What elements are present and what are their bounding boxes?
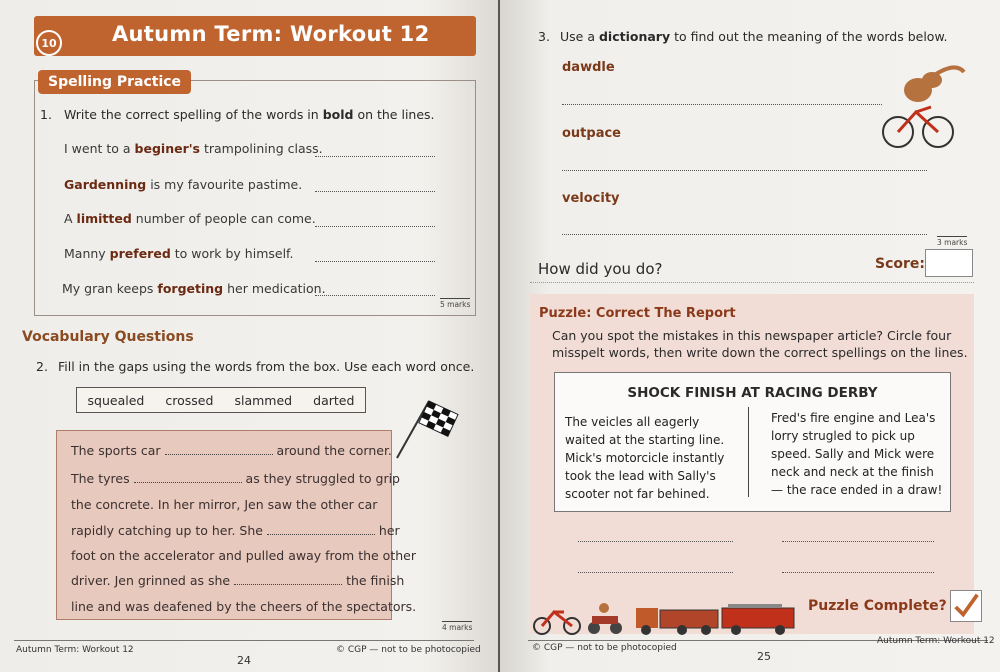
- article-line[interactable]: Fred's fire engine and Lea's: [771, 411, 936, 425]
- answer-line-1[interactable]: [315, 156, 435, 157]
- dictionary-word-3: velocity: [562, 191, 620, 206]
- question-1-number: 1.: [40, 107, 52, 122]
- score-box[interactable]: [925, 249, 973, 277]
- fire-engine-icon: [722, 604, 794, 635]
- lorry-icon: [636, 608, 718, 635]
- article-headline: SHOCK FINISH AT RACING DERBY: [627, 385, 878, 401]
- article-column-left: [565, 413, 724, 503]
- column-divider: [748, 407, 749, 497]
- definition-line-3[interactable]: [562, 234, 927, 235]
- word-option: crossed: [165, 392, 214, 408]
- gap-fill-passage: [56, 430, 417, 620]
- question-1-instruction: Write the correct spelling of the words in bold on the lines.: [64, 107, 435, 122]
- article-line[interactable]: neck and neck at the finish: [771, 465, 934, 479]
- article-line[interactable]: scooter not far behined.: [565, 487, 710, 501]
- stopwatch-icon: [36, 30, 62, 56]
- article-line[interactable]: The veicles all eagerly: [565, 415, 700, 429]
- passage-line: line and was deafened by the cheers of the spectators.: [71, 599, 417, 614]
- vocabulary-marks: 4 marks: [442, 623, 473, 632]
- workout-number-badge: 10: [41, 36, 57, 50]
- checkmark-icon: [951, 591, 981, 621]
- footer-copyright: © CGP — not to be photocopied: [336, 645, 481, 655]
- puzzle-answer-line-2[interactable]: [782, 541, 934, 542]
- footer-copyright-right: © CGP — not to be photocopied: [532, 643, 677, 653]
- footer-left: Autumn Term: Workout 12: [16, 645, 134, 655]
- puzzle-answer-line-3[interactable]: [578, 572, 733, 573]
- word-option: squealed: [87, 392, 145, 408]
- page-number: 24: [237, 654, 251, 667]
- how-did-you-do: How did you do?: [538, 260, 663, 278]
- puzzle-instruction-1: Can you spot the mistakes in this newspaper article? Circle four: [552, 328, 952, 343]
- question-3-instruction: Use a dictionary to find out the meaning of the words below.: [560, 29, 948, 44]
- gap-blank[interactable]: [267, 525, 375, 535]
- page-title: Autumn Term: Workout 12: [112, 22, 430, 46]
- gap-blank[interactable]: [165, 445, 273, 455]
- spelling-sentence-5: My gran keeps forgeting her medication.: [62, 281, 326, 296]
- passage-line: driver. Jen grinned as she the finish: [71, 573, 405, 588]
- answer-line-5[interactable]: [315, 295, 435, 296]
- question-2-number: 2.: [36, 359, 48, 374]
- newspaper-article: [554, 372, 951, 512]
- spelling-sentence-4: Manny prefered to work by himself.: [64, 246, 294, 261]
- word-option: darted: [313, 392, 355, 408]
- question-3-number: 3.: [538, 29, 550, 44]
- gap-blank[interactable]: [134, 473, 242, 483]
- puzzle-answer-line-4[interactable]: [782, 572, 934, 573]
- passage-line: rapidly catching up to her. She her: [71, 523, 400, 538]
- spelling-sentence-3: A limitted number of people can come.: [64, 211, 316, 226]
- definition-line-2[interactable]: [562, 170, 927, 171]
- score-label: Score:: [875, 256, 925, 272]
- definition-line-1[interactable]: [562, 104, 882, 105]
- cyclist-animal-icon: [876, 62, 966, 154]
- chequered-flag-icon: [395, 395, 465, 460]
- passage-line: the concrete. In her mirror, Jen saw the other car: [71, 497, 378, 512]
- article-line[interactable]: — the race ended in a draw!: [771, 483, 943, 497]
- word-box: [76, 387, 366, 413]
- word-option: slammed: [234, 392, 293, 408]
- article-line[interactable]: lorry strugled to pick up: [771, 429, 915, 443]
- spelling-tab: Spelling Practice: [38, 70, 191, 94]
- scooter-icon: [588, 603, 622, 634]
- vocabulary-heading: Vocabulary Questions: [22, 329, 194, 345]
- question-2-instruction: Fill in the gaps using the words from the box. Use each word once.: [58, 359, 475, 374]
- page-number-right: 25: [757, 650, 771, 663]
- article-line[interactable]: took the lead with Sally's: [565, 469, 716, 483]
- puzzle-complete-checkbox[interactable]: [950, 590, 982, 622]
- article-line[interactable]: speed. Sally and Mick were: [771, 447, 935, 461]
- spelling-sentence-2: Gardenning is my favourite pastime.: [64, 177, 303, 192]
- puzzle-complete-label: Puzzle Complete?: [808, 598, 947, 614]
- puzzle-instruction-2: misspelt words, then write down the correct spellings on the lines.: [552, 345, 968, 360]
- puzzle-answer-line-1[interactable]: [578, 541, 733, 542]
- dictionary-word-2: outpace: [562, 126, 622, 141]
- answer-line-4[interactable]: [315, 261, 435, 262]
- article-line[interactable]: Mick's motorcicle instantly: [565, 451, 725, 465]
- spelling-marks: 5 marks: [440, 300, 471, 309]
- passage-line: foot on the accelerator and pulled away from the other: [71, 548, 416, 563]
- score-divider: [530, 282, 974, 283]
- answer-line-3[interactable]: [315, 226, 435, 227]
- passage-line: The sports car around the corner.: [71, 443, 392, 458]
- article-column-right: [771, 409, 942, 499]
- article-line[interactable]: waited at the starting line.: [565, 433, 725, 447]
- passage-line: The tyres as they struggled to grip: [71, 471, 400, 486]
- footer-divider: [14, 640, 474, 641]
- vehicles-illustration: [532, 600, 802, 636]
- left-page: [0, 0, 498, 672]
- gap-blank[interactable]: [234, 575, 342, 585]
- footer-right: Autumn Term: Workout 12: [877, 636, 995, 646]
- spelling-sentence-1: I went to a beginer's trampolining class.: [64, 141, 323, 156]
- motorbike-icon: [534, 612, 580, 634]
- dictionary-word-1: dawdle: [562, 60, 615, 75]
- answer-line-2[interactable]: [315, 191, 435, 192]
- dictionary-marks: 3 marks: [937, 238, 968, 247]
- puzzle-title: Puzzle: Correct The Report: [539, 306, 736, 321]
